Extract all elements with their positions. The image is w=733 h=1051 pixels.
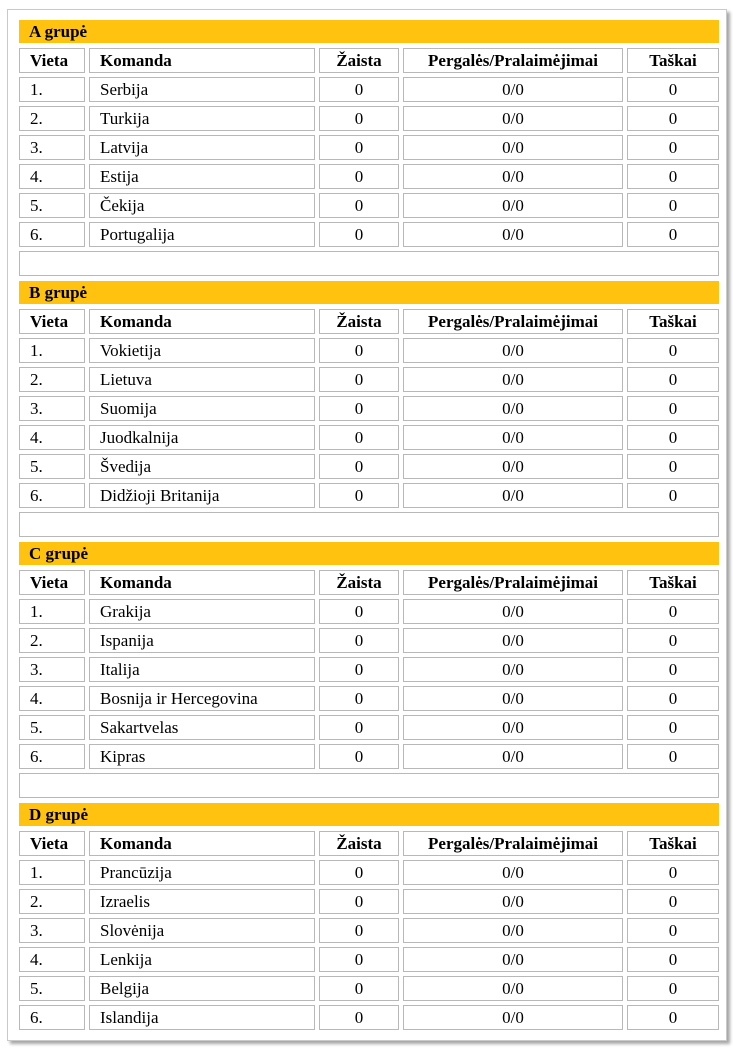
group-separator <box>19 251 719 276</box>
wl-cell: 0/0 <box>403 164 623 189</box>
col-wl-header: Pergalės/Pralaimėjimai <box>403 48 623 73</box>
table-row <box>19 686 719 711</box>
table-row <box>19 135 719 160</box>
played-cell: 0 <box>319 454 399 479</box>
played-cell: 0 <box>319 77 399 102</box>
table-row <box>19 715 719 740</box>
team-cell: Serbija <box>89 77 315 102</box>
table-row <box>19 889 719 914</box>
played-cell: 0 <box>319 425 399 450</box>
points-cell: 0 <box>627 686 719 711</box>
played-cell: 0 <box>319 164 399 189</box>
table-row <box>19 164 719 189</box>
place-cell: 3. <box>19 135 85 160</box>
team-cell: Lenkija <box>89 947 315 972</box>
played-cell: 0 <box>319 657 399 682</box>
group-separator <box>19 773 719 798</box>
wl-cell: 0/0 <box>403 396 623 421</box>
table-row <box>19 483 719 508</box>
played-cell: 0 <box>319 193 399 218</box>
wl-cell: 0/0 <box>403 686 623 711</box>
col-place-header: Vieta <box>19 48 85 73</box>
points-cell: 0 <box>627 106 719 131</box>
team-cell: Švedija <box>89 454 315 479</box>
wl-cell: 0/0 <box>403 860 623 885</box>
col-points-header: Taškai <box>627 570 719 595</box>
points-cell: 0 <box>627 657 719 682</box>
col-points-header: Taškai <box>627 48 719 73</box>
table-row <box>19 976 719 1001</box>
col-played-header: Žaista <box>319 309 399 334</box>
place-cell: 2. <box>19 367 85 392</box>
col-team-header: Komanda <box>89 309 315 334</box>
points-cell: 0 <box>627 628 719 653</box>
played-cell: 0 <box>319 222 399 247</box>
team-cell: Juodkalnija <box>89 425 315 450</box>
played-cell: 0 <box>319 715 399 740</box>
played-cell: 0 <box>319 976 399 1001</box>
team-cell: Turkija <box>89 106 315 131</box>
played-cell: 0 <box>319 338 399 363</box>
place-cell: 3. <box>19 657 85 682</box>
points-cell: 0 <box>627 483 719 508</box>
place-cell: 4. <box>19 947 85 972</box>
team-cell: Portugalija <box>89 222 315 247</box>
wl-cell: 0/0 <box>403 483 623 508</box>
group-c <box>19 542 719 798</box>
col-place-header: Vieta <box>19 309 85 334</box>
points-cell: 0 <box>627 164 719 189</box>
place-cell: 1. <box>19 338 85 363</box>
team-cell: Izraelis <box>89 889 315 914</box>
place-cell: 2. <box>19 106 85 131</box>
points-cell: 0 <box>627 599 719 624</box>
place-cell: 4. <box>19 164 85 189</box>
wl-cell: 0/0 <box>403 135 623 160</box>
place-cell: 6. <box>19 744 85 769</box>
col-played-header: Žaista <box>319 48 399 73</box>
group-title: C grupė <box>19 542 719 565</box>
group-b <box>19 281 719 537</box>
team-cell: Belgija <box>89 976 315 1001</box>
played-cell: 0 <box>319 860 399 885</box>
place-cell: 1. <box>19 599 85 624</box>
col-points-header: Taškai <box>627 831 719 856</box>
points-cell: 0 <box>627 367 719 392</box>
team-cell: Estija <box>89 164 315 189</box>
header-row <box>19 831 719 856</box>
wl-cell: 0/0 <box>403 628 623 653</box>
points-cell: 0 <box>627 77 719 102</box>
points-cell: 0 <box>627 715 719 740</box>
points-cell: 0 <box>627 396 719 421</box>
points-cell: 0 <box>627 193 719 218</box>
table-row <box>19 1005 719 1030</box>
points-cell: 0 <box>627 338 719 363</box>
col-played-header: Žaista <box>319 570 399 595</box>
team-cell: Ispanija <box>89 628 315 653</box>
points-cell: 0 <box>627 889 719 914</box>
wl-cell: 0/0 <box>403 918 623 943</box>
wl-cell: 0/0 <box>403 454 623 479</box>
table-row <box>19 947 719 972</box>
table-row <box>19 222 719 247</box>
table-row <box>19 599 719 624</box>
played-cell: 0 <box>319 947 399 972</box>
team-cell: Islandija <box>89 1005 315 1030</box>
played-cell: 0 <box>319 135 399 160</box>
wl-cell: 0/0 <box>403 1005 623 1030</box>
team-cell: Sakartvelas <box>89 715 315 740</box>
points-cell: 0 <box>627 947 719 972</box>
points-cell: 0 <box>627 744 719 769</box>
team-cell: Didžioji Britanija <box>89 483 315 508</box>
group-title: A grupė <box>19 20 719 43</box>
place-cell: 6. <box>19 1005 85 1030</box>
played-cell: 0 <box>319 396 399 421</box>
wl-cell: 0/0 <box>403 889 623 914</box>
place-cell: 3. <box>19 918 85 943</box>
group-a <box>19 20 719 276</box>
place-cell: 6. <box>19 483 85 508</box>
points-cell: 0 <box>627 860 719 885</box>
points-cell: 0 <box>627 918 719 943</box>
place-cell: 6. <box>19 222 85 247</box>
played-cell: 0 <box>319 1005 399 1030</box>
place-cell: 4. <box>19 686 85 711</box>
table-row <box>19 396 719 421</box>
group-title: B grupė <box>19 281 719 304</box>
wl-cell: 0/0 <box>403 77 623 102</box>
table-row <box>19 425 719 450</box>
place-cell: 3. <box>19 396 85 421</box>
played-cell: 0 <box>319 744 399 769</box>
place-cell: 5. <box>19 454 85 479</box>
wl-cell: 0/0 <box>403 222 623 247</box>
team-cell: Latvija <box>89 135 315 160</box>
team-cell: Grakija <box>89 599 315 624</box>
team-cell: Bosnija ir Hercegovina <box>89 686 315 711</box>
place-cell: 2. <box>19 889 85 914</box>
place-cell: 5. <box>19 976 85 1001</box>
team-cell: Suomija <box>89 396 315 421</box>
points-cell: 0 <box>627 135 719 160</box>
played-cell: 0 <box>319 106 399 131</box>
col-team-header: Komanda <box>89 570 315 595</box>
table-row <box>19 918 719 943</box>
team-cell: Slovėnija <box>89 918 315 943</box>
played-cell: 0 <box>319 918 399 943</box>
team-cell: Prancūzija <box>89 860 315 885</box>
standings-frame <box>7 9 727 1041</box>
wl-cell: 0/0 <box>403 367 623 392</box>
col-team-header: Komanda <box>89 48 315 73</box>
wl-cell: 0/0 <box>403 193 623 218</box>
played-cell: 0 <box>319 599 399 624</box>
team-cell: Lietuva <box>89 367 315 392</box>
place-cell: 4. <box>19 425 85 450</box>
team-cell: Kipras <box>89 744 315 769</box>
place-cell: 2. <box>19 628 85 653</box>
col-wl-header: Pergalės/Pralaimėjimai <box>403 570 623 595</box>
played-cell: 0 <box>319 889 399 914</box>
group-d <box>19 803 719 1030</box>
table-row <box>19 106 719 131</box>
points-cell: 0 <box>627 425 719 450</box>
wl-cell: 0/0 <box>403 744 623 769</box>
played-cell: 0 <box>319 628 399 653</box>
header-row <box>19 570 719 595</box>
wl-cell: 0/0 <box>403 338 623 363</box>
col-place-header: Vieta <box>19 831 85 856</box>
team-cell: Italija <box>89 657 315 682</box>
table-row <box>19 367 719 392</box>
place-cell: 1. <box>19 860 85 885</box>
col-team-header: Komanda <box>89 831 315 856</box>
wl-cell: 0/0 <box>403 976 623 1001</box>
points-cell: 0 <box>627 976 719 1001</box>
col-played-header: Žaista <box>319 831 399 856</box>
played-cell: 0 <box>319 367 399 392</box>
wl-cell: 0/0 <box>403 657 623 682</box>
col-place-header: Vieta <box>19 570 85 595</box>
header-row <box>19 48 719 73</box>
wl-cell: 0/0 <box>403 947 623 972</box>
col-points-header: Taškai <box>627 309 719 334</box>
points-cell: 0 <box>627 222 719 247</box>
place-cell: 5. <box>19 715 85 740</box>
col-wl-header: Pergalės/Pralaimėjimai <box>403 831 623 856</box>
table-row <box>19 454 719 479</box>
table-row <box>19 744 719 769</box>
team-cell: Čekija <box>89 193 315 218</box>
col-wl-header: Pergalės/Pralaimėjimai <box>403 309 623 334</box>
table-row <box>19 338 719 363</box>
wl-cell: 0/0 <box>403 425 623 450</box>
team-cell: Vokietija <box>89 338 315 363</box>
place-cell: 5. <box>19 193 85 218</box>
table-row <box>19 77 719 102</box>
played-cell: 0 <box>319 483 399 508</box>
groups-container <box>19 20 719 1034</box>
played-cell: 0 <box>319 686 399 711</box>
points-cell: 0 <box>627 1005 719 1030</box>
points-cell: 0 <box>627 454 719 479</box>
group-title: D grupė <box>19 803 719 826</box>
header-row <box>19 309 719 334</box>
wl-cell: 0/0 <box>403 106 623 131</box>
group-separator <box>19 512 719 537</box>
wl-cell: 0/0 <box>403 715 623 740</box>
wl-cell: 0/0 <box>403 599 623 624</box>
table-row <box>19 628 719 653</box>
table-row <box>19 657 719 682</box>
place-cell: 1. <box>19 77 85 102</box>
table-row <box>19 193 719 218</box>
table-row <box>19 860 719 885</box>
